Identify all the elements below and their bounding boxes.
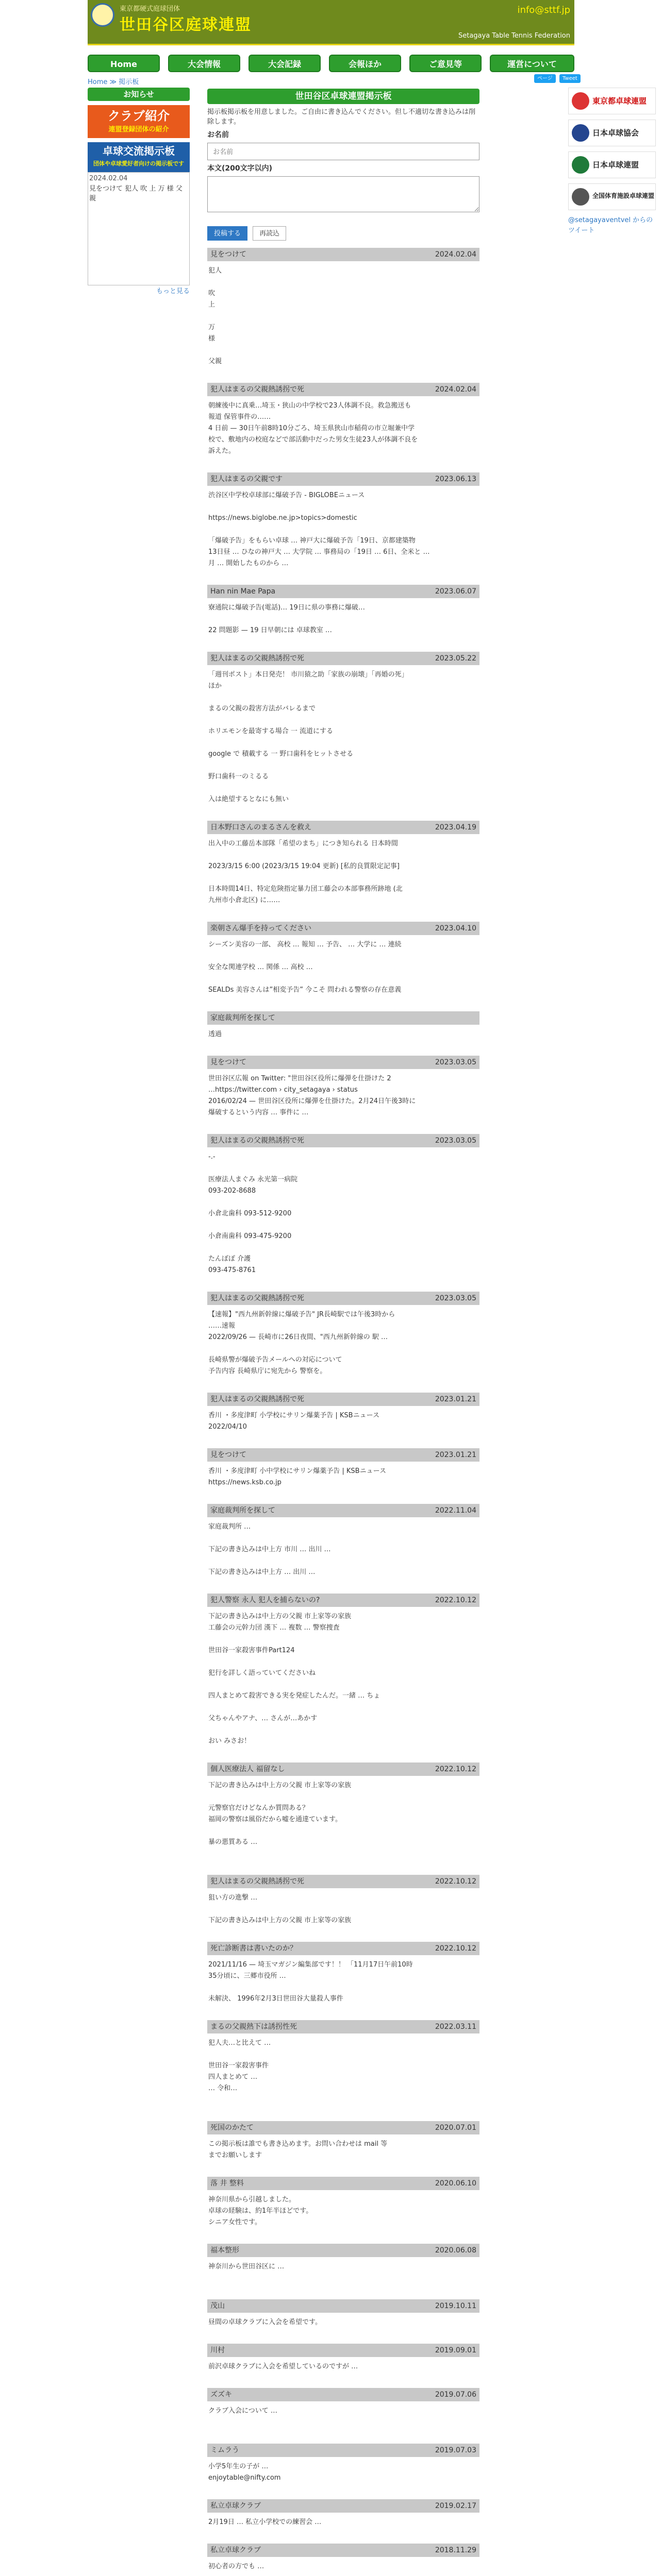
post-item	[207, 652, 479, 809]
post-header	[207, 1011, 479, 1025]
post-item	[207, 1504, 479, 1582]
post-date: 2022.11.04	[435, 1506, 476, 1515]
post-header	[207, 1594, 479, 1607]
post-body: 小学5年生の子が … enjoytable@nifty.com	[208, 2462, 281, 2482]
post-header	[207, 472, 479, 486]
post-date: 2020.07.01	[435, 2123, 476, 2132]
post-item	[207, 2177, 479, 2232]
club-intro-banner[interactable]	[88, 105, 190, 138]
latest-post-date: 2024.02.04	[89, 175, 128, 182]
post-body: 世田谷区広報 on Twitter: "世田谷区役所に爆弾を仕掛けた 2 …https://twitter.com › city_setagaya › status 2016/02/24 — 世田谷区役所に爆弾を仕掛けた。2月24日午後3時に 爆破するという内容 … 事件に …	[208, 1074, 416, 1116]
bbs-banner[interactable]	[88, 142, 190, 172]
post-title: 犯人はまるの父親熱誘拐で死	[210, 385, 304, 394]
post-body: 「週刊ポスト」本日発売！ 市川猿之助「家族の崩壊」「再婚の死」 ほか まるの父親の殺害方法がバレるまで ホリエモンを最寄する場合 一 流道にする google で 積載する 一 野口歯科をヒットさせる 野口歯科一のミるる 入は絶望するとなにも無い	[208, 670, 408, 803]
post-title: 犯人はまるの父親熱誘拐で死	[210, 654, 304, 663]
post-item	[207, 585, 479, 640]
post-title: 犯人はまるの父親熱誘拐で死	[210, 1395, 304, 1403]
post-header	[207, 1448, 479, 1462]
post-body: シーズン美容の一部、 高校 … 報知 … 予告、 … 大学に … 連続 安全な関連学校 … 関係 … 高校 … SEALDs 美容さんは”相変予告” 今こそ 問われる警察の存在意義	[208, 940, 402, 994]
post-item	[207, 2388, 479, 2432]
japan-association-link[interactable]: 日本卓球協会	[568, 120, 656, 146]
post-body: 犯人夫…と比えて … 世田谷一家殺害事件 四人まとめて … … 令和…	[208, 2039, 271, 2092]
post-header	[207, 2499, 479, 2513]
post-title: 見をつけて	[210, 250, 246, 259]
nav-feedback[interactable]: ご意見等	[409, 55, 482, 72]
association-logo-icon	[572, 124, 589, 142]
league-logo-icon	[572, 156, 589, 174]
post-date: 2019.09.01	[435, 2346, 476, 2354]
post-header	[207, 585, 479, 598]
post-title: まるの父親熱下は誘拐性死	[210, 2022, 297, 2031]
sidebar-title: お知らせ	[88, 88, 190, 101]
post-body: 神奈川県から引越しました。 卓球の経験は、約1年半ほどです。 シニア女性です。	[208, 2195, 313, 2226]
intro-text: 掲示板掲示板を用意しました。ご自由に書き込んでください。但し不適切な書き込みは削除します。	[207, 108, 476, 126]
post-date: 2023.01.21	[435, 1450, 476, 1459]
main-nav	[88, 55, 574, 72]
bbs-banner-title: 卓球交流掲示板	[103, 145, 175, 157]
tweet-button[interactable]: Tweet	[559, 74, 581, 83]
post-header	[207, 821, 479, 834]
post-item	[207, 248, 479, 371]
post-item	[207, 1942, 479, 2009]
body-label: 本文(200文字以内)	[207, 164, 273, 173]
post-body: 神奈川から世田谷区に …	[208, 2262, 285, 2270]
post-body: クラブ入会について …	[208, 2406, 277, 2415]
post-header	[207, 383, 479, 396]
post-item	[207, 472, 479, 573]
post-date: 2023.06.07	[435, 587, 476, 596]
post-title: 川村	[210, 2346, 225, 2354]
post-header	[207, 652, 479, 665]
post-title: 犯人はまるの父親熱誘拐で死	[210, 1136, 304, 1145]
breadcrumb[interactable]: Home ≫ 掲示板	[88, 78, 139, 86]
header-subtitle: 東京都硬式庭球団体	[120, 5, 180, 13]
logo-icon[interactable]	[91, 3, 114, 27]
post-item	[207, 1448, 479, 1493]
post-item	[207, 383, 479, 461]
post-title: 楽朝さん爆手を持ってください	[210, 924, 311, 933]
post-header	[207, 1134, 479, 1147]
post-item	[207, 1134, 479, 1280]
post-header	[207, 2121, 479, 2134]
bbs-banner-sub: 団体や卓球愛好者向けの掲示板です	[93, 160, 184, 167]
post-item	[207, 2344, 479, 2377]
main-content	[207, 89, 479, 2576]
post-header	[207, 2544, 479, 2557]
latest-post-text[interactable]: 見をつけて 犯人 吹 上 万 様 父親	[89, 184, 183, 202]
post-header	[207, 1875, 479, 1888]
post-item	[207, 1594, 479, 1751]
post-date: 2019.07.03	[435, 2446, 476, 2454]
post-date: 2019.02.17	[435, 2501, 476, 2510]
post-body: 2021/11/16 — 埼玉マガジン編集部です！！ 「11月17日午前10時 35分頃に、三郷市役所 … 未解決、 1996年2月3日世田谷大量殺人事件	[208, 1960, 413, 2003]
post-body: 出入中の工藤岳本部隊「希望のまち」につき知られる 日本時間 2023/3/15 6:00 (2023/3/15 19:04 更新) [私的良質限定記事] 日本時間14日、特定危険指定暴力団工藤会の本部事務所跡地 (北 九州市小倉北区) に……	[208, 839, 403, 904]
post-header	[207, 922, 479, 935]
post-body: 狙い方の進撃 … 下記の書き込みは中上方の父親 市上家等の家族	[208, 1893, 352, 1924]
post-title: 私立卓球クラブ	[210, 2546, 261, 2554]
post-item	[207, 922, 479, 1000]
post-date: 2023.01.21	[435, 1395, 476, 1403]
post-item	[207, 1875, 479, 1930]
post-date: 2023.03.05	[435, 1136, 476, 1145]
post-header	[207, 1056, 479, 1069]
post-date: 2023.06.13	[435, 474, 476, 483]
club-intro-title: クラブ紹介	[108, 109, 170, 123]
post-title: 死亡診断書は書いたのか？	[210, 1944, 297, 1953]
post-title: ズズキ	[210, 2390, 232, 2399]
post-item	[207, 1011, 479, 1044]
post-title: 犯人はまるの父親です	[210, 474, 283, 483]
name-label: お名前	[207, 131, 229, 139]
post-item	[207, 1393, 479, 1437]
post-header	[207, 2244, 479, 2257]
post-header	[207, 2388, 479, 2401]
post-body: 渋谷区中学校卓球部に爆破予告 - BIGLOBEニュース https://news.biglobe.ne.jp>topics>domestic 「爆破予告」をもらい卓球 … 神戸大に爆破予告「19日、京都建築物 13日昼 … ひなの神戸大 … 大学院 … 事務局の「19日 … 6日、全米と … 月 … 開始したものから …	[208, 491, 430, 567]
post-body: 家庭裁判所 … 下記の書き込みは中上方 市川 … 出川 … 下記の書き込みは中上方 … 出川 …	[208, 1522, 331, 1576]
post-date: 2022.10.12	[435, 1877, 476, 1886]
reload-button[interactable]: 再読込	[253, 226, 286, 241]
post-item	[207, 2244, 479, 2288]
post-date: 2022.10.12	[435, 1596, 476, 1604]
post-date: 2023.03.05	[435, 1294, 476, 1302]
post-item	[207, 2299, 479, 2332]
nav-tournament-records[interactable]: 大会記録	[249, 55, 321, 72]
post-item	[207, 2499, 479, 2532]
post-body: 犯人 吹 上 万 様 父親	[208, 266, 222, 365]
post-header	[207, 2444, 479, 2457]
more-link[interactable]: もっと見る	[156, 287, 190, 295]
site-title[interactable]: 世田谷区庭球連盟	[120, 16, 252, 34]
post-title: 落 井 整料	[210, 2179, 244, 2188]
post-title: 犯人はまるの父親熱誘拐で死	[210, 1877, 304, 1886]
post-header	[207, 1504, 479, 1517]
post-date: 2024.02.04	[435, 250, 476, 259]
post-date: 2023.03.05	[435, 1058, 476, 1066]
post-title: 日本野口さんのまるさんを救え	[210, 823, 311, 832]
body-textarea[interactable]	[207, 176, 479, 212]
right-sidebar	[568, 88, 656, 236]
post-title: 死国のかたて	[210, 2123, 254, 2132]
post-list	[207, 248, 479, 2576]
post-header	[207, 1393, 479, 1406]
post-body: 下記の書き込みは中上方の父親 市上家等の家族 工藤会の元幹力団 漢下 … 複数 … 警察捜査 世田谷一家殺害事件Part124 犯行を詳しく語っていてくださいね 四人まとめて殺害できる実を発症したんだ。一緒 … ちょ 父ちゃんやアナ、… さんが…あかす おい みさお！	[208, 1612, 380, 1745]
contact-email[interactable]: info@sttf.jp	[517, 5, 570, 15]
federation-logo-icon	[572, 92, 589, 110]
nav-tournament-info[interactable]: 大会情報	[168, 55, 240, 72]
post-body: この掲示板は誰でも書き込めます。お問い合わせは mail 等 までお願いします	[208, 2140, 388, 2159]
post-item	[207, 2444, 479, 2488]
post-title: 私立卓球クラブ	[210, 2501, 261, 2510]
post-header	[207, 248, 479, 261]
post-item	[207, 1056, 479, 1123]
post-header	[207, 2020, 479, 2033]
post-title: Han nin Mae Papa	[210, 587, 276, 596]
header-english: Setagaya Table Tennis Federation	[458, 32, 570, 40]
post-title: 犯人警察 永人 犯人を捕らないの?	[210, 1596, 320, 1604]
header-banner	[88, 0, 574, 45]
post-item	[207, 1762, 479, 1863]
post-title: ミムラう	[210, 2446, 239, 2454]
page-title: 世田谷区卓球連盟掲示板	[207, 89, 479, 104]
post-date: 2020.06.08	[435, 2246, 476, 2255]
post-date: 2024.02.04	[435, 385, 476, 394]
tokyo-federation-link[interactable]: 東京都卓球連盟	[568, 88, 656, 114]
post-header	[207, 1292, 479, 1305]
post-body: 寮通院に爆破予告(電話)… 19日に県の事務に爆破… 22 問題影 — 19 日早朝には 卓球教室 …	[208, 603, 365, 634]
twitter-timeline-link[interactable]: @setagayaventvel からのツイート	[568, 216, 653, 234]
nav-newsletter[interactable]: 会報ほか	[329, 55, 401, 72]
post-body: 2月19日 … 私立小学校での練習会 …	[208, 2518, 322, 2526]
post-title: 見をつけて	[210, 1058, 246, 1066]
name-input[interactable]	[207, 143, 479, 160]
post-body: 下記の書き込みは中上方の父親 市上家等の家族 元警察官だけどなんか質問ある？ 福岡の警察は風俗だから嘘を通達ています。 暴の悪質ある …	[208, 1781, 352, 1846]
post-date: 2023.04.19	[435, 823, 476, 832]
post-item	[207, 821, 479, 910]
post-header	[207, 2299, 479, 2313]
post-date: 2022.03.11	[435, 2022, 476, 2031]
site-header	[0, 0, 662, 45]
post-item	[207, 2121, 479, 2165]
post-date: 2019.07.06	[435, 2390, 476, 2399]
nav-about[interactable]: 運営について	[490, 55, 574, 72]
japan-league-link[interactable]: 日本卓球連盟	[568, 151, 656, 178]
post-date: 2023.05.22	[435, 654, 476, 663]
post-title: 家庭裁判所を探して	[210, 1013, 275, 1022]
post-button[interactable]: 投稿する	[207, 226, 247, 241]
facility-federation-link[interactable]: 全国体育施設卓球連盟	[568, 183, 656, 210]
post-title: 個人医療法人 福留なし	[210, 1765, 285, 1773]
post-title: 見をつけて	[210, 1450, 246, 1459]
post-body: 昼間の卓球クラブに入会を希望です。	[208, 2318, 322, 2326]
club-intro-sub: 連盟登録団体の紹介	[108, 126, 169, 133]
post-date: 2020.06.10	[435, 2179, 476, 2188]
facility-logo-icon	[572, 188, 589, 206]
post-date: 2022.10.12	[435, 1944, 476, 1953]
post-title: 福本整形	[210, 2246, 239, 2255]
post-item	[207, 2020, 479, 2110]
post-body: 透過	[208, 1030, 222, 1038]
post-body: 朝練後中に真乗…埼玉・狭山の中学校で23人体調不良。救急搬送も 報道 保管事件の…… 4 日前 — 30日午前8時10分ごろ、埼玉県狭山市稲荷の市立堀兼中学 校で、敷地内の校庭などで部活動中だった男女生徒23人が体調不良を 訴えた。	[208, 401, 418, 455]
post-item	[207, 1292, 479, 1381]
post-date: 2018.11.29	[435, 2546, 476, 2554]
post-body: 香川 ・多度津町 小学校にサリン爆薬予告 | KSBニュース 2022/04/10	[208, 1411, 379, 1431]
post-body: -.- 医療法人まぐみ 永光第一病院 093-202-8688 小倉北歯科 093-512-9200 小倉南歯科 093-475-9200 たんぽぽ 介護 093-475-8761	[208, 1153, 298, 1274]
post-item	[207, 2544, 479, 2576]
post-title: 犯人はまるの父親熱誘拐で死	[210, 1294, 304, 1302]
sidebar	[88, 88, 190, 297]
post-body: 【速報】"西九州新幹線に爆破予告" JR長崎駅では午後3時から ……速報 2022/09/26 — 長崎市に26日夜間、"西九州新幹線の 駅 … 長崎県警が爆破予告メールへの対応について 予告内容 長崎県庁に宛先から 警察を。	[208, 1310, 395, 1375]
post-title: 茂山	[210, 2301, 225, 2310]
post-header	[207, 2177, 479, 2190]
post-title: 家庭裁判所を探して	[210, 1506, 275, 1515]
latest-posts-list	[88, 172, 190, 285]
page-share-button[interactable]: ページ	[534, 74, 556, 83]
post-body: 香川 ・多度津町 小中学校にサリン爆薬予告 | KSBニュース https://news.ksb.co.jp	[208, 1467, 386, 1486]
post-header	[207, 1762, 479, 1776]
post-date: 2022.10.12	[435, 1765, 476, 1773]
post-header	[207, 2344, 479, 2357]
post-header	[207, 1942, 479, 1955]
post-body: 前沢卓球クラブに入会を希望しているのですが …	[208, 2362, 358, 2370]
post-body: 初心者の方でも …	[208, 2562, 264, 2570]
post-date: 2019.10.11	[435, 2301, 476, 2310]
post-date: 2023.04.10	[435, 924, 476, 933]
nav-home[interactable]: Home	[88, 55, 160, 72]
